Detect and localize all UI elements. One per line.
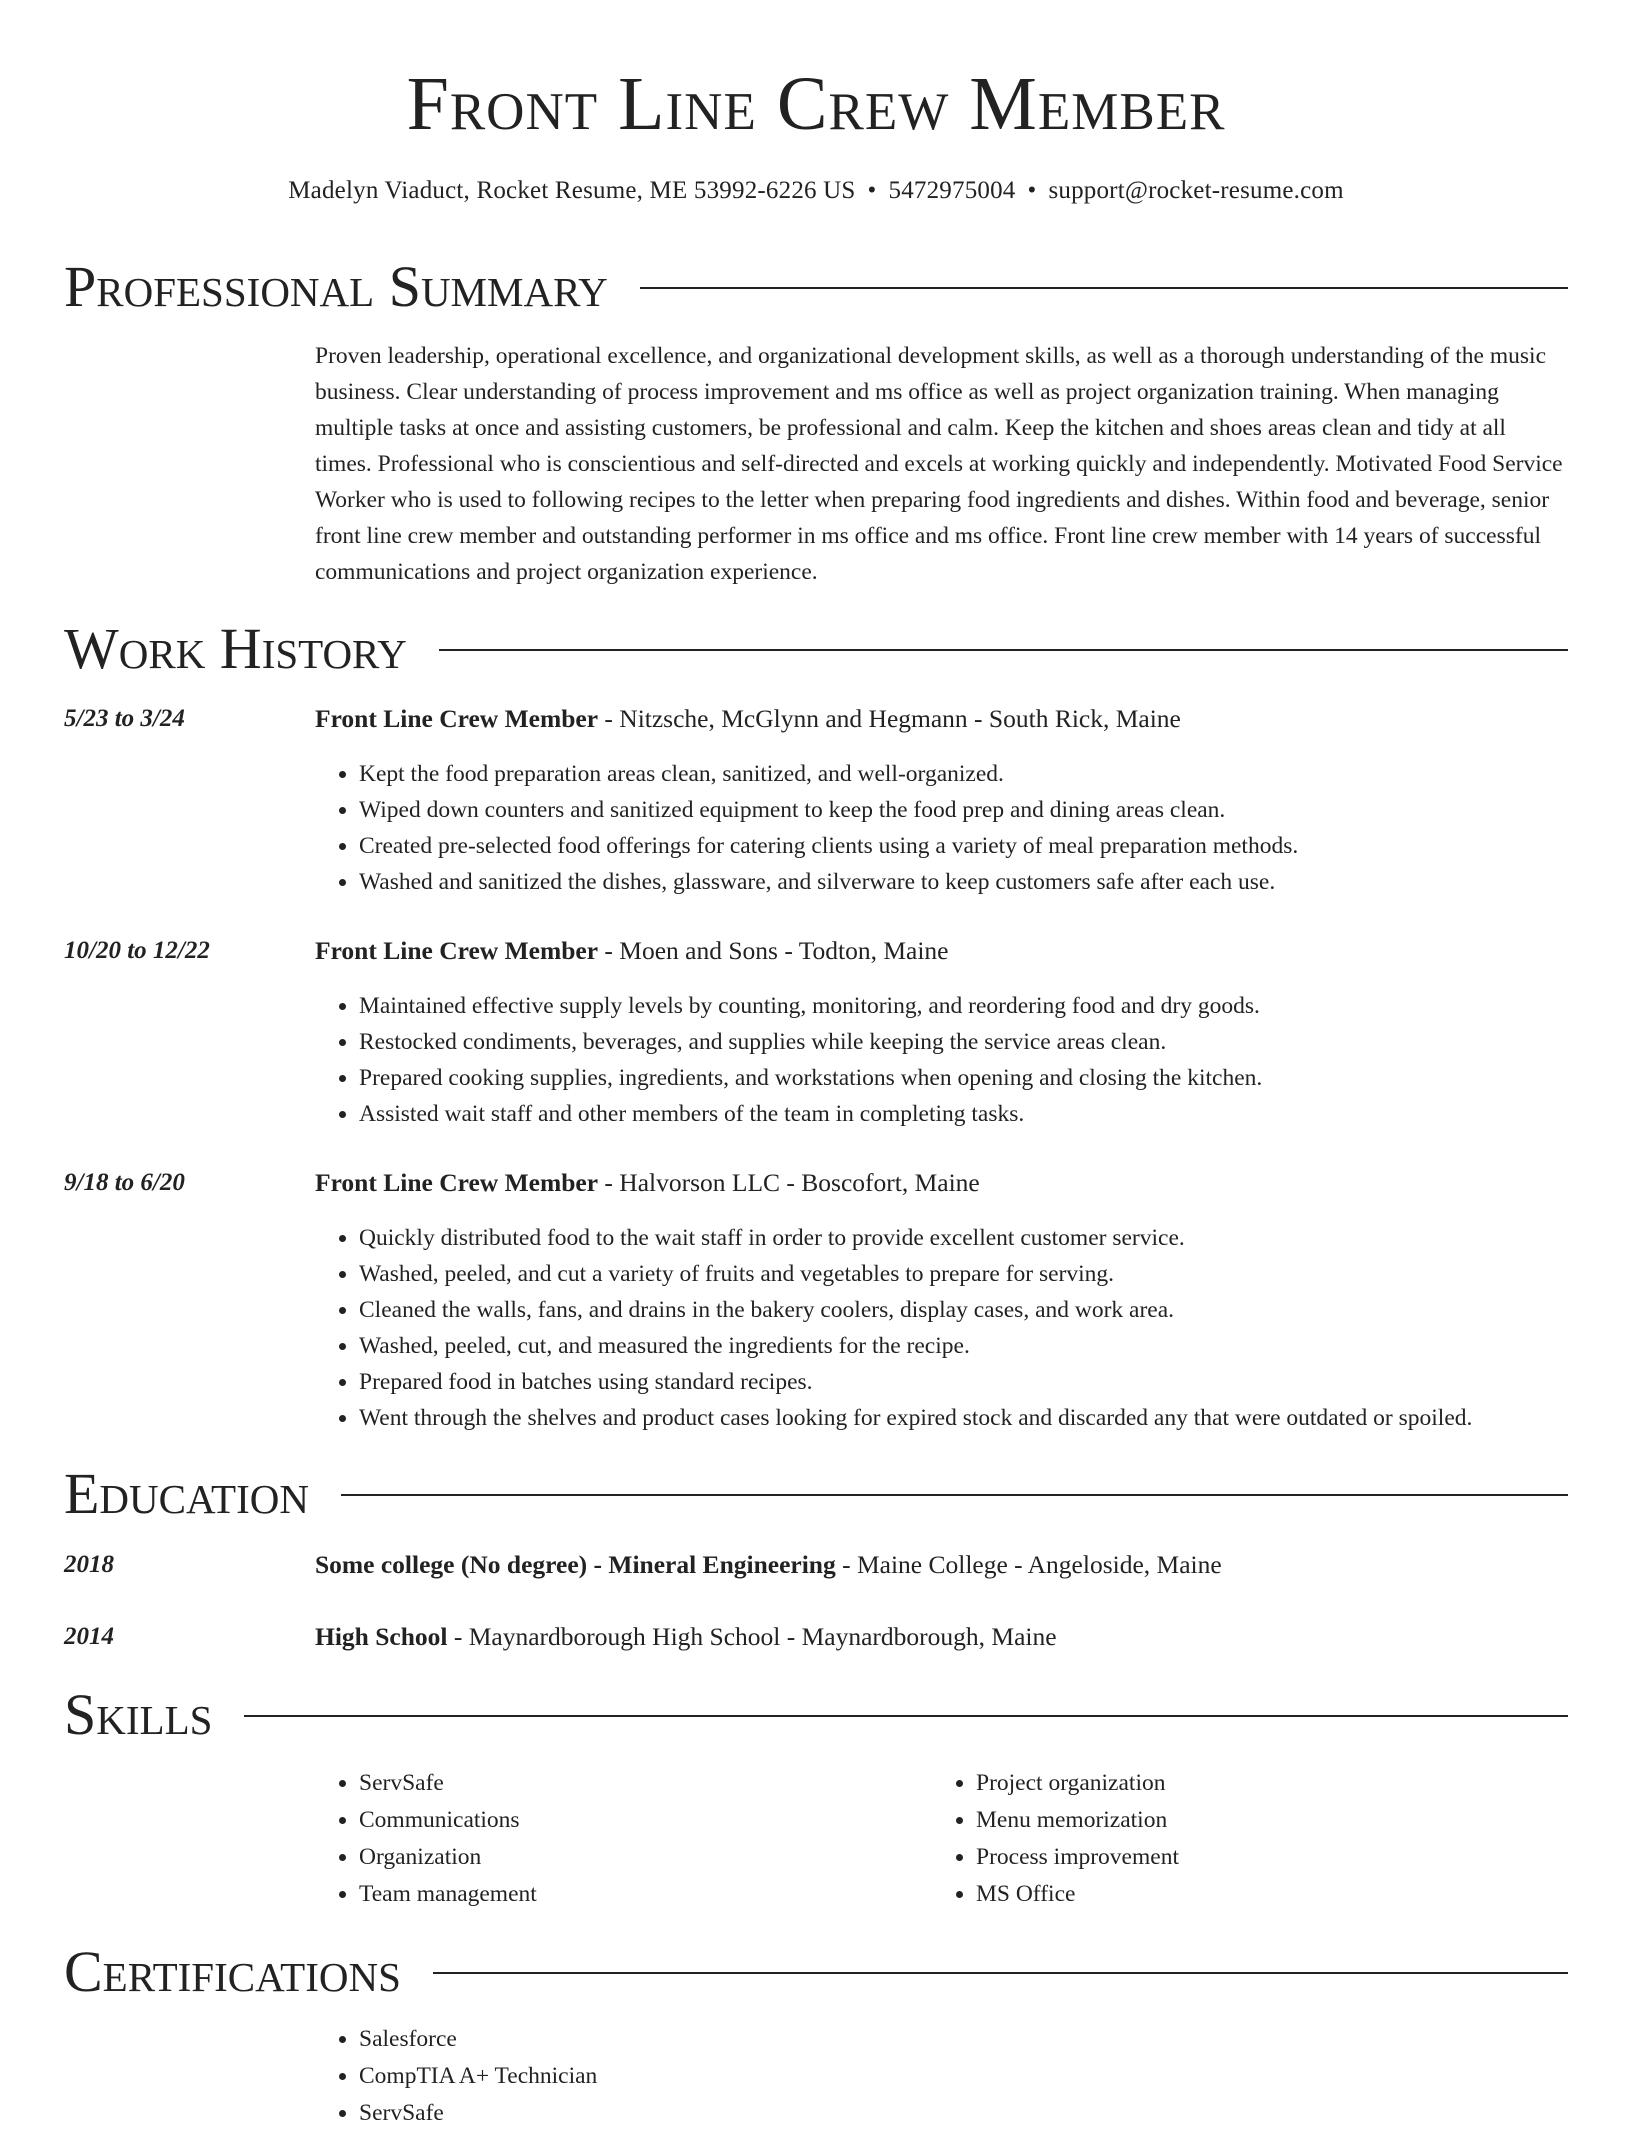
skill-item: • Project organization <box>976 1765 1179 1802</box>
job-dates: 5/23 to 3/24 <box>64 705 185 732</box>
contact-separator: • <box>867 177 877 204</box>
contact-separator: • <box>1027 177 1037 204</box>
job-bullet: • Kept the food preparation areas clean, sanitized, and well-organized. <box>359 756 1298 792</box>
job-bullet: • Prepared food in batches using standard recipes. <box>359 1364 1472 1400</box>
skill-item: • Team management <box>359 1876 537 1913</box>
education-degree: Some college (No degree) - Mineral Engineering <box>315 1550 836 1579</box>
section-divider <box>439 649 1568 651</box>
job-bullet: • Went through the shelves and product cases looking for expired stock and discarded any that were outdated or spoiled. <box>359 1400 1472 1436</box>
job-bullet: • Prepared cooking supplies, ingredients, and workstations when opening and closing the kitchen. <box>359 1060 1262 1096</box>
section-title-education: Education <box>64 1461 309 1526</box>
certification-item: • CompTIA A+ Technician <box>359 2058 597 2095</box>
education-heading <box>315 1548 1222 1582</box>
skill-item: • Communications <box>359 1802 537 1839</box>
skill-item: • MS Office <box>976 1876 1179 1913</box>
education-year: 2014 <box>64 1623 114 1650</box>
skill-item: • Organization <box>359 1839 537 1876</box>
job-bullet: • Washed and sanitized the dishes, glassware, and silverware to keep customers safe after each use. <box>359 864 1298 900</box>
job-employer: - Halvorson LLC - Boscofort, Maine <box>598 1168 980 1197</box>
skills-list-right <box>932 1765 1179 1913</box>
contact-phone: 5472975004 <box>888 177 1016 204</box>
job-bullet-list <box>315 1220 1472 1436</box>
section-header-work-history <box>64 617 1568 681</box>
certification-item: • Salesforce <box>359 2021 597 2058</box>
section-divider <box>433 1972 1568 1974</box>
contact-line <box>64 174 1568 208</box>
section-divider <box>244 1715 1568 1717</box>
section-header-certifications <box>64 1940 1568 2004</box>
job-bullet: • Maintained effective supply levels by counting, monitoring, and reordering food and dry goods. <box>359 988 1262 1024</box>
education-school: - Maine College - Angeloside, Maine <box>835 1550 1222 1579</box>
skill-item: • Menu memorization <box>976 1802 1179 1839</box>
job-title: Front Line Crew Member <box>315 704 599 733</box>
job-employer: - Moen and Sons - Todton, Maine <box>598 936 949 965</box>
job-bullet: • Restocked condiments, beverages, and supplies while keeping the service areas clean. <box>359 1024 1262 1060</box>
job-bullet-list <box>315 756 1298 900</box>
certification-item: • ServSafe <box>359 2095 597 2132</box>
skill-item: • Process improvement <box>976 1839 1179 1876</box>
education-degree: High School <box>315 1622 448 1651</box>
job-title: Front Line Crew Member <box>315 1168 599 1197</box>
summary-text: Proven leadership, operational excellence, and organizational development skills, as well as a thorough understanding of the music business. Clear understanding of process improvement and ms office as well as project organization training. When managing multiple tasks at once and assisting customers, be professional and calm. Keep the kitchen and shoes areas clean and tidy at all times. Professional who is conscientious and self-directed and excels at working quickly and independently. Motivated Food Service Worker who is used to following recipes to the letter when preparing food ingredients and dishes. Within food and beverage, senior front line crew member and outstanding performer in ms office and ms office. Front line crew member with 14 years of successful communications and project organization experience. <box>315 343 1563 585</box>
job-bullet: • Assisted wait staff and other members of the team in completing tasks. <box>359 1096 1262 1132</box>
skills-list-left <box>315 1765 537 1913</box>
section-title-certifications: Certifications <box>64 1939 401 2004</box>
section-title-summary: Professional Summary <box>64 254 608 319</box>
section-divider <box>341 1494 1568 1496</box>
job-dates: 9/18 to 6/20 <box>64 1169 185 1196</box>
resume-title: Front Line Crew Member <box>406 62 1226 146</box>
section-divider <box>640 287 1568 289</box>
job-bullet: • Cleaned the walls, fans, and drains in the bakery coolers, display cases, and work area. <box>359 1292 1472 1328</box>
section-title-skills: Skills <box>64 1682 213 1747</box>
contact-email: support@rocket-resume.com <box>1048 177 1344 204</box>
job-bullet: • Washed, peeled, and cut a variety of fruits and vegetables to prepare for serving. <box>359 1256 1472 1292</box>
job-heading <box>315 934 949 968</box>
job-bullet: • Wiped down counters and sanitized equipment to keep the food prep and dining areas clean. <box>359 792 1298 828</box>
section-title-work-history: Work History <box>64 616 407 681</box>
section-header-summary <box>64 255 1568 319</box>
job-bullet: • Created pre-selected food offerings for catering clients using a variety of meal preparation methods. <box>359 828 1298 864</box>
job-heading <box>315 1166 980 1200</box>
job-title: Front Line Crew Member <box>315 936 599 965</box>
job-bullet: • Quickly distributed food to the wait staff in order to provide excellent customer service. <box>359 1220 1472 1256</box>
job-dates: 10/20 to 12/22 <box>64 937 210 964</box>
education-heading <box>315 1620 1057 1654</box>
job-heading <box>315 702 1181 736</box>
section-header-education <box>64 1462 1568 1526</box>
education-school: - Maynardborough High School - Maynardborough, Maine <box>447 1622 1057 1651</box>
education-year: 2018 <box>64 1551 114 1578</box>
job-employer: - Nitzsche, McGlynn and Hegmann - South Rick, Maine <box>598 704 1181 733</box>
job-bullet-list <box>315 988 1262 1132</box>
section-header-skills <box>64 1683 1568 1747</box>
job-bullet: • Washed, peeled, cut, and measured the ingredients for the recipe. <box>359 1328 1472 1364</box>
certifications-list <box>315 2021 597 2132</box>
contact-address: Madelyn Viaduct, Rocket Resume, ME 53992-6226 US <box>288 177 856 204</box>
skill-item: • ServSafe <box>359 1765 537 1802</box>
